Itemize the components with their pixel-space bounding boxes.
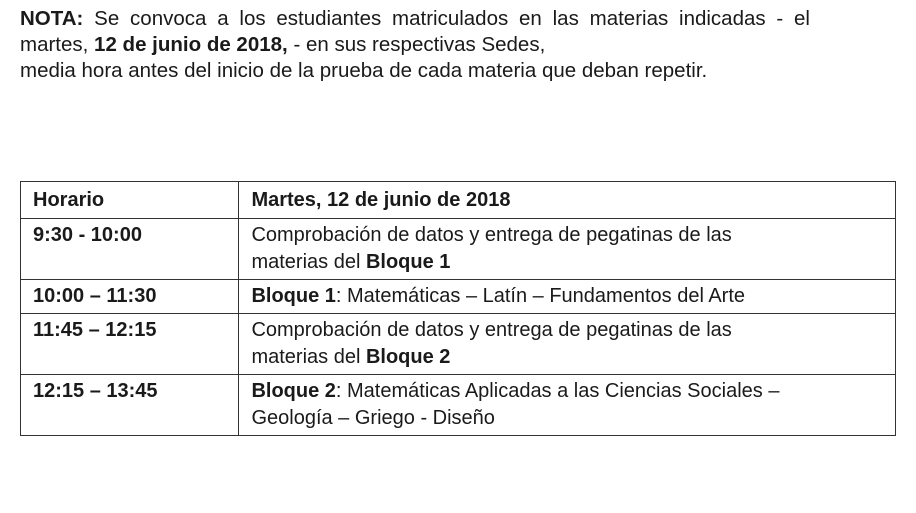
row-block-label: Bloque 2 (251, 380, 336, 402)
note-paragraph (20, 6, 810, 84)
table-row (21, 375, 896, 436)
row-time: 12:15 – 13:45 (21, 375, 239, 436)
table-header-row (21, 182, 896, 219)
schedule-table (20, 181, 896, 436)
note-text-3: media hora antes del inicio de la prueba de cada materia que deban repetir. (20, 59, 708, 82)
row-time: 11:45 – 12:15 (21, 314, 239, 375)
header-time: Horario (21, 182, 239, 219)
header-day: Martes, 12 de junio de 2018 (239, 182, 896, 219)
note-date: 12 de junio de 2018, (94, 33, 288, 56)
note-label: NOTA: (20, 7, 84, 30)
table-row (21, 280, 896, 314)
row-text: Comprobación de datos y entrega de pegatinas de las materias del (251, 319, 732, 368)
row-description (239, 280, 896, 314)
row-time: 10:00 – 11:30 (21, 280, 239, 314)
row-text-post: : Matemáticas – Latín – Fundamentos del Arte (335, 285, 746, 307)
row-block-label: Bloque 1 (365, 251, 451, 273)
row-block-label: Bloque 2 (365, 346, 451, 368)
row-time: 9:30 - 10:00 (21, 219, 239, 280)
table-row (21, 219, 896, 280)
table-row (21, 314, 896, 375)
row-block-label: Bloque 1 (251, 285, 336, 307)
row-description (239, 314, 896, 375)
note-text-1: Se convoca a los estudiantes matriculados en las materias indicadas - el martes, (20, 7, 810, 56)
note-text-2: - en sus respectivas Sedes, (287, 33, 546, 56)
row-description (239, 375, 896, 436)
row-text-post: : Matemáticas Aplicadas a las Ciencias Sociales – Geología – Griego - Diseño (251, 380, 780, 429)
row-text: Comprobación de datos y entrega de pegatinas de las materias del (251, 224, 732, 273)
row-description (239, 219, 896, 280)
